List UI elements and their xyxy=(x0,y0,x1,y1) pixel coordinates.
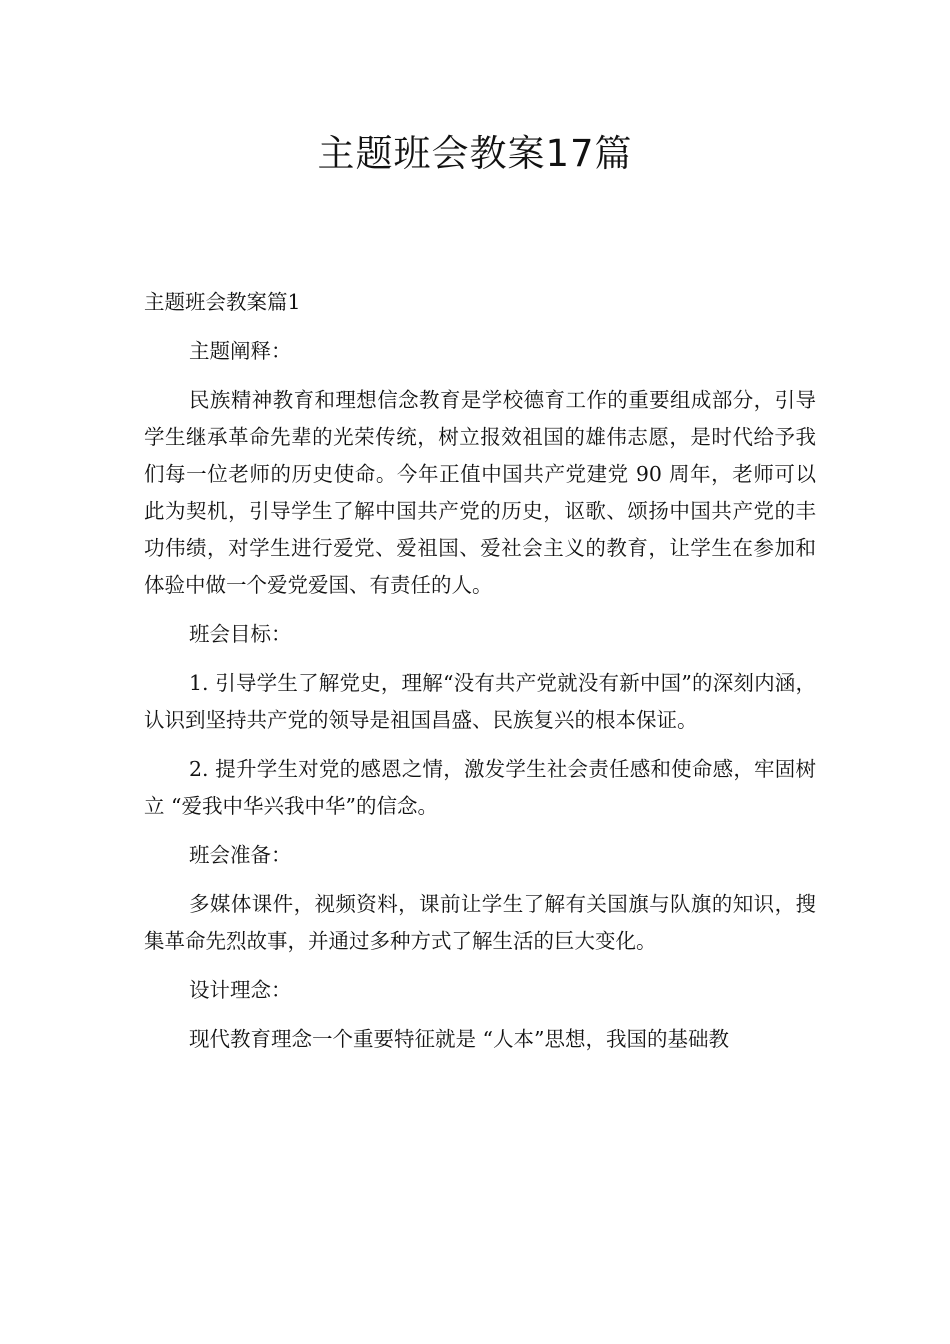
document-body xyxy=(144,284,816,1070)
paragraph-design-concept: 现代教育理念一个重要特征就是 “人本”思想，我国的基础教 xyxy=(189,1027,729,1051)
document-title: 主题班会教案17篇 xyxy=(317,132,633,175)
paragraph-goal-1: 1. 引导学生了解党史，理解“没有共产党就没有新中国”的深刻内涵，认识到坚持共产党的领导是祖国昌盛、民族复兴的根本保证。 xyxy=(144,671,816,732)
paragraph-goals-heading: 班会目标： xyxy=(189,622,292,646)
paragraph-theme-heading: 主题阐释： xyxy=(189,339,292,363)
section-heading: 主题班会教案篇1 xyxy=(144,290,301,314)
paragraph-design-heading: 设计理念： xyxy=(189,978,292,1002)
paragraph-goal-2: 2. 提升学生对党的感恩之情，激发学生社会责任感和使命感，牢固树立 “爱我中华兴我中华”的信念。 xyxy=(144,757,816,818)
paragraph-preparation-heading: 班会准备： xyxy=(189,843,292,867)
paragraph-preparation: 多媒体课件，视频资料，课前让学生了解有关国旗与队旗的知识，搜集革命先烈故事，并通过多种方式了解生活的巨大变化。 xyxy=(144,892,816,953)
paragraph-theme-explanation: 民族精神教育和理想信念教育是学校德育工作的重要组成部分，引导学生继承革命先辈的光荣传统，树立报效祖国的雄伟志愿，是时代给予我们每一位老师的历史使命。今年正值中国共产党建党 90 周年，老师可以此为契机，引导学生了解中国共产党的历史，讴歌、颂扬中国共产党的丰功伟绩，对学生进行爱党、爱祖国、爱社会主义的教育，让学生在参加和体验中做一个爱党爱国、有责任的人。 xyxy=(144,388,816,597)
